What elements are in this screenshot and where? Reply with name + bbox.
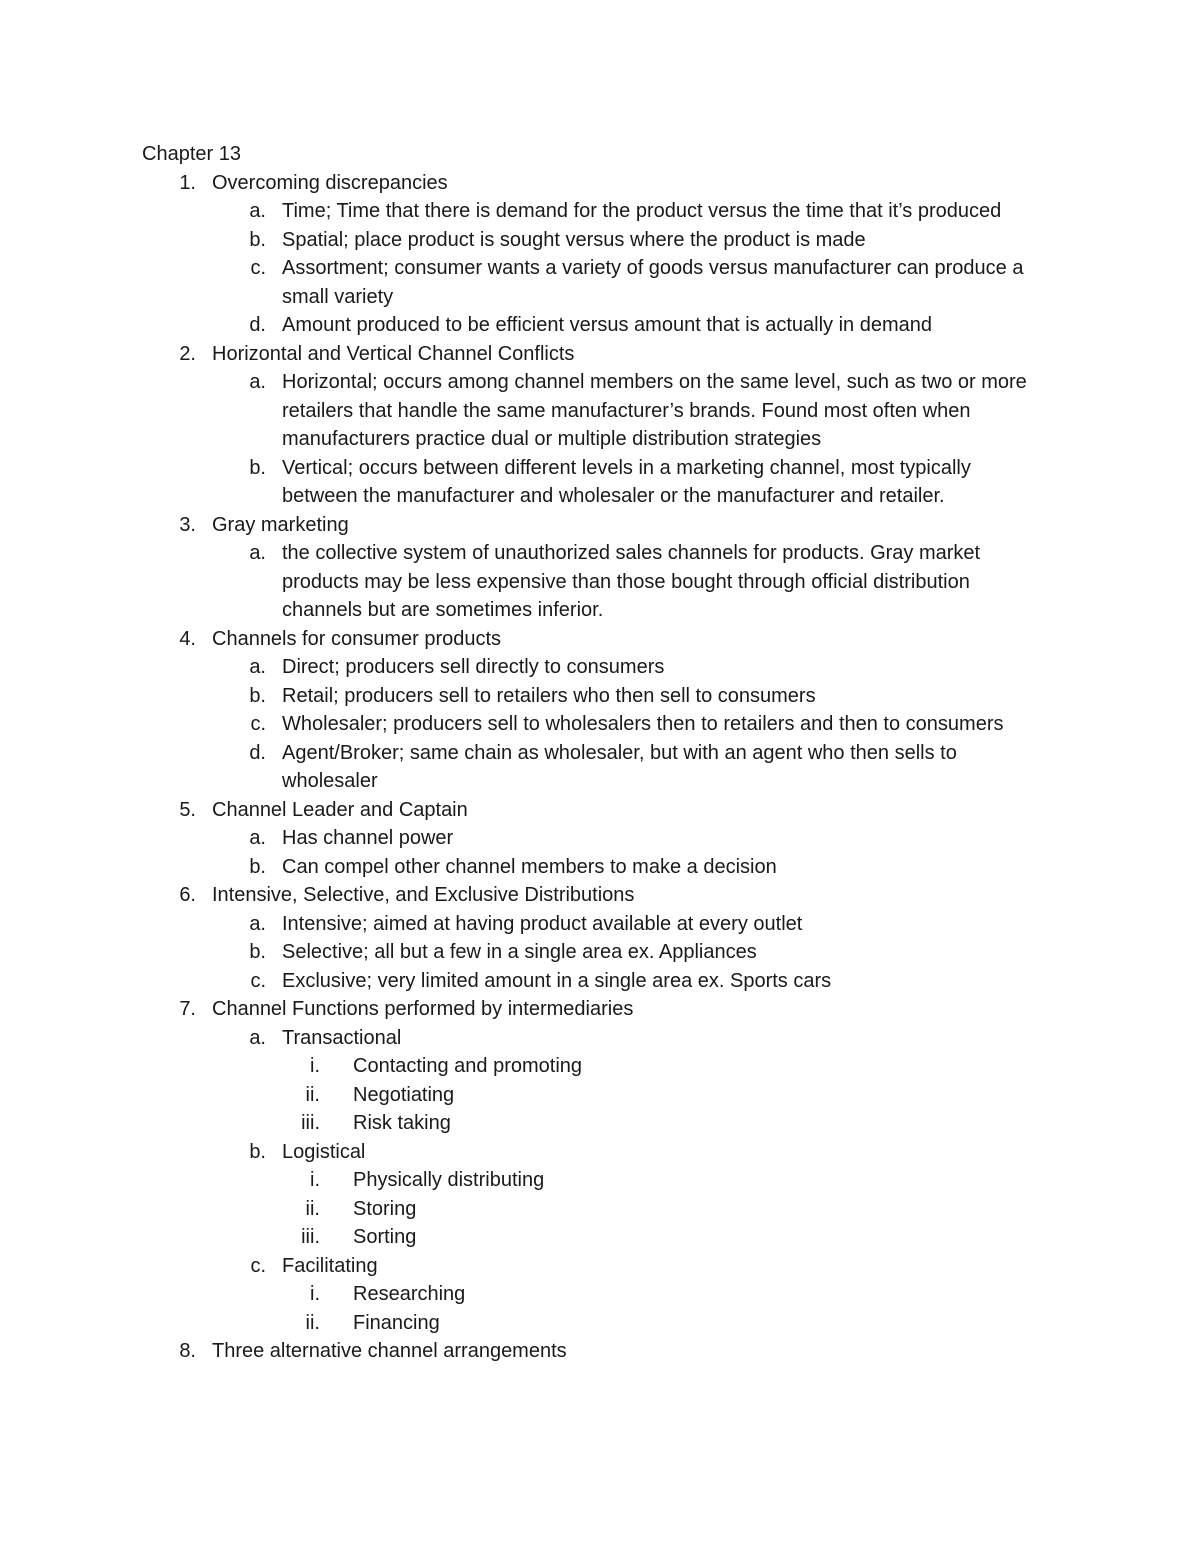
document-page bbox=[0, 140, 1200, 1366]
list-marker: 5. bbox=[179, 798, 196, 821]
list-marker: a. bbox=[249, 1026, 266, 1049]
list-marker: 2. bbox=[179, 342, 196, 365]
list-item-text: Channel Leader and Captain bbox=[212, 798, 468, 821]
list-item-text: Overcoming discrepancies bbox=[212, 171, 448, 194]
list-marker: b. bbox=[249, 228, 266, 251]
list-item-text: Can compel other channel members to make a decision bbox=[282, 855, 777, 878]
list-item-text: Transactional bbox=[282, 1026, 402, 1049]
subsection-item bbox=[0, 967, 1200, 996]
list-item-text: Wholesaler; producers sell to wholesalers then to retailers and then to consumers bbox=[282, 713, 1004, 735]
list-marker: 7. bbox=[179, 998, 196, 1020]
subsection-item bbox=[0, 682, 1200, 711]
list-marker: a. bbox=[249, 912, 266, 935]
subsubsection-item bbox=[0, 1280, 1200, 1309]
section-item bbox=[0, 796, 1200, 825]
subsubsection-item bbox=[0, 1081, 1200, 1110]
list-item-text: Exclusive; very limited amount in a single area ex. Sports cars bbox=[282, 969, 832, 992]
list-item-text: Amount produced to be efficient versus amount that is actually in demand bbox=[282, 314, 933, 336]
list-marker: 8. bbox=[179, 1340, 196, 1362]
list-item-text: Negotiating bbox=[353, 1083, 455, 1106]
list-item-text: Gray marketing bbox=[212, 513, 349, 536]
list-marker: a. bbox=[249, 542, 266, 564]
list-marker: i. bbox=[310, 1283, 320, 1305]
subsubsection-item bbox=[0, 1052, 1200, 1081]
subsection-item bbox=[0, 653, 1200, 682]
list-marker: i. bbox=[310, 1169, 320, 1191]
list-item-text: Assortment; consumer wants a variety of goods versus manufacturer can produce a small variety bbox=[282, 257, 1024, 308]
list-marker: d. bbox=[249, 314, 266, 336]
subsection-item bbox=[0, 938, 1200, 967]
section-item bbox=[0, 625, 1200, 654]
list-item-text: Logistical bbox=[282, 1140, 366, 1163]
list-item-text: Storing bbox=[353, 1197, 417, 1220]
subsection-item bbox=[0, 311, 1200, 340]
list-item-text: Three alternative channel arrangements bbox=[212, 1340, 567, 1362]
list-marker: iii. bbox=[301, 1112, 320, 1134]
document-title: Chapter 13 bbox=[142, 143, 241, 165]
list-item-text: Selective; all but a few in a single area ex. Appliances bbox=[282, 941, 757, 963]
subsubsection-item bbox=[0, 1223, 1200, 1252]
list-marker: b. bbox=[249, 1140, 266, 1163]
list-marker: c. bbox=[250, 969, 266, 992]
subsubsection-item bbox=[0, 1309, 1200, 1338]
list-item-text: Risk taking bbox=[353, 1112, 451, 1134]
list-item-text: the collective system of unauthorized sales channels for products. Gray market products may be less expensive than those bought through official distribution channels but are sometimes inferior. bbox=[282, 542, 981, 621]
list-item-text: Channels for consumer products bbox=[212, 627, 502, 650]
list-marker: ii. bbox=[305, 1197, 320, 1220]
section-item bbox=[0, 1337, 1200, 1366]
list-marker: a. bbox=[249, 656, 266, 678]
outline-list bbox=[0, 169, 1200, 1366]
subsection-item bbox=[0, 1252, 1200, 1281]
list-item-text: Contacting and promoting bbox=[353, 1055, 583, 1077]
list-item-text: Intensive; aimed at having product available at every outlet bbox=[282, 912, 803, 935]
list-marker: a. bbox=[249, 371, 266, 393]
subsection-item bbox=[0, 1024, 1200, 1053]
subsection-item bbox=[0, 454, 1200, 511]
list-item-text: Facilitating bbox=[282, 1254, 378, 1277]
list-marker: 6. bbox=[179, 884, 196, 906]
subsubsection-item bbox=[0, 1195, 1200, 1224]
list-item-text: Sorting bbox=[353, 1226, 417, 1248]
subsection-item bbox=[0, 254, 1200, 311]
list-marker: c. bbox=[250, 257, 266, 279]
list-marker: c. bbox=[250, 1254, 266, 1277]
section-item bbox=[0, 881, 1200, 910]
list-marker: a. bbox=[249, 200, 266, 222]
list-item-text: Agent/Broker; same chain as wholesaler, but with an agent who then sells to wholesaler bbox=[282, 741, 957, 792]
subsection-item bbox=[0, 710, 1200, 739]
section-item bbox=[0, 169, 1200, 198]
list-marker: i. bbox=[310, 1055, 320, 1077]
list-marker: d. bbox=[249, 741, 266, 764]
list-marker: 3. bbox=[179, 513, 196, 536]
subsection-item bbox=[0, 539, 1200, 625]
list-item-text: Researching bbox=[353, 1283, 466, 1305]
subsection-item bbox=[0, 739, 1200, 796]
list-item-text: Channel Functions performed by intermediaries bbox=[212, 998, 634, 1020]
subsubsection-item bbox=[0, 1109, 1200, 1138]
subsection-item bbox=[0, 853, 1200, 882]
list-item-text: Intensive, Selective, and Exclusive Distributions bbox=[212, 884, 635, 906]
section-item bbox=[0, 511, 1200, 540]
subsection-item bbox=[0, 910, 1200, 939]
list-marker: a. bbox=[249, 827, 266, 849]
list-marker: iii. bbox=[301, 1226, 320, 1248]
list-item-text: Time; Time that there is demand for the product versus the time that it’s produced bbox=[282, 200, 1002, 222]
list-item-text: Vertical; occurs between different levels in a marketing channel, most typically between the manufacturer and wholesaler or the manufacturer and retailer. bbox=[282, 456, 971, 507]
subsection-item bbox=[0, 226, 1200, 255]
list-marker: ii. bbox=[305, 1083, 320, 1106]
list-marker: b. bbox=[249, 855, 266, 878]
list-item-text: Financing bbox=[353, 1311, 440, 1334]
subsubsection-item bbox=[0, 1166, 1200, 1195]
list-marker: b. bbox=[249, 456, 266, 479]
list-marker: 4. bbox=[179, 627, 196, 650]
list-item-text: Has channel power bbox=[282, 827, 454, 849]
list-item-text: Physically distributing bbox=[353, 1169, 545, 1191]
list-item-text: Direct; producers sell directly to consumers bbox=[282, 656, 665, 678]
list-marker: 1. bbox=[179, 171, 196, 194]
subsection-item bbox=[0, 824, 1200, 853]
section-item bbox=[0, 995, 1200, 1024]
list-marker: b. bbox=[249, 684, 266, 707]
list-marker: ii. bbox=[305, 1311, 320, 1334]
list-item-text: Spatial; place product is sought versus where the product is made bbox=[282, 228, 866, 251]
list-marker: b. bbox=[249, 941, 266, 963]
subsection-item bbox=[0, 197, 1200, 226]
subsection-item bbox=[0, 368, 1200, 454]
section-item bbox=[0, 340, 1200, 369]
subsection-item bbox=[0, 1138, 1200, 1167]
list-item-text: Horizontal; occurs among channel members on the same level, such as two or more retailers that handle the same manufacturer’s brands. Found most often when manufacturers practice dual or multiple distribution strategies bbox=[282, 371, 1027, 450]
list-marker: c. bbox=[250, 713, 266, 735]
list-item-text: Horizontal and Vertical Channel Conflicts bbox=[212, 342, 575, 365]
list-item-text: Retail; producers sell to retailers who then sell to consumers bbox=[282, 684, 816, 707]
